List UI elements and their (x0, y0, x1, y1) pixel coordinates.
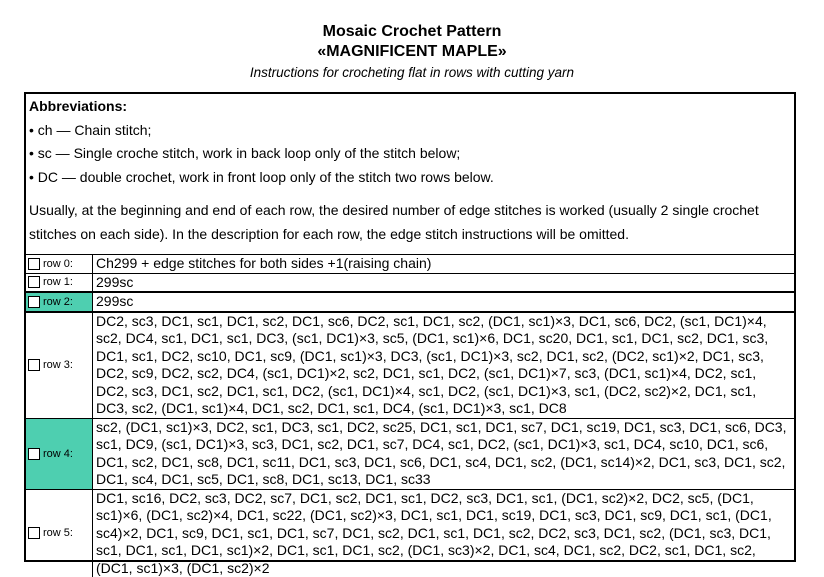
table-row (26, 254, 794, 273)
pattern-title: Mosaic Crochet Pattern (0, 23, 824, 41)
row-checkbox[interactable] (28, 276, 40, 288)
edge-stitch-note: Usually, at the beginning and end of each row, the desired number of edge stitches is worked (usually 2 single crochet stitches on each side). In the description for each row, the edge stitch instructions will be omitted. (26, 199, 794, 246)
table-row (26, 311, 794, 418)
abbreviation-item: • DC — double crochet, work in front loop only of the stitch two rows below. (29, 166, 794, 190)
abbreviation-item: • ch — Chain stitch; (29, 119, 794, 143)
row-label: row 4: (43, 448, 73, 460)
row-checkbox[interactable] (28, 448, 40, 460)
row-instructions: 299sc (93, 293, 794, 311)
row-checkbox[interactable] (28, 359, 40, 371)
row-checkbox[interactable] (28, 527, 40, 539)
row-instructions: Ch299 + edge stitches for both sides +1(raising chain) (93, 255, 794, 273)
table-row (26, 291, 794, 311)
instructions-panel (24, 92, 796, 562)
table-row (26, 273, 794, 292)
table-row (26, 489, 794, 577)
abbreviations-section (26, 94, 794, 189)
pattern-name: «MAGNIFICENT MAPLE» (0, 43, 824, 61)
row-label-cell (26, 255, 93, 273)
row-label: row 1: (43, 276, 73, 288)
row-instructions: DC1, sc16, DC2, sc3, DC2, sc7, DC1, sc2, DC1, sc1, DC2, sc3, DC1, sc1, (DC1, sc2)×2, DC2, sc5, (DC1, sc1)×6, (DC1, sc2)×4, DC1, sc22, (DC1, sc2)×3, DC1, sc1, DC1, sc19, DC1, sc3, DC1, sc9, DC1, sc1, (DC1, sc4)×2, DC1, sc9, DC1, sc1, DC1, sc7, DC1, sc2, DC1, sc1, DC1, sc2, DC2, sc3, DC1, sc2, (DC1, sc3, DC1, sc1, DC1, sc1, DC1, sc1)×2, DC1, sc1, DC1, sc2, (DC1, sc3)×2, DC1, sc4, DC1, sc2, DC2, sc1, DC1, sc2, (DC1, sc1)×3, (DC1, sc2)×2 (93, 490, 794, 577)
row-label-cell (26, 490, 93, 577)
row-label-cell (26, 293, 93, 311)
row-instructions: 299sc (93, 274, 794, 292)
row-label-cell (26, 419, 93, 489)
row-label: row 3: (43, 359, 73, 371)
row-label: row 5: (43, 527, 73, 539)
row-label: row 0: (43, 258, 73, 270)
pattern-subtitle: Instructions for crocheting flat in rows with cutting yarn (0, 65, 824, 80)
row-instructions: DC2, sc3, DC1, sc1, DC1, sc2, DC1, sc6, DC2, sc1, DC1, sc2, (DC1, sc1)×3, DC1, sc6, DC2, (sc1, DC1)×4, sc2, DC4, sc1, DC1, sc1, DC3, (sc1, DC1)×3, sc5, (DC1, sc1)×6, DC1, sc20, DC1, sc1, DC1, sc2, DC1, sc3, DC1, sc1, DC2, sc10, DC1, sc9, (DC1, sc1)×3, DC3, (sc1, DC1)×3, sc2, DC1, sc2, (DC2, sc1)×2, DC1, sc3, DC2, sc9, DC2, sc2, DC4, (sc1, DC1)×2, sc2, DC1, sc1, DC2, (sc1, DC1)×7, sc3, (DC1, sc1)×4, DC2, sc1, DC2, sc3, DC1, sc2, DC1, sc1, DC2, (sc1, DC1)×4, sc1, DC2, (sc1, DC1)×3, sc1, (DC2, sc2)×2, DC1, sc1, DC3, sc2, (DC1, sc1)×4, DC1, sc2, DC1, sc1, DC4, (sc1, DC1)×3, sc1, DC8 (93, 313, 794, 418)
table-row (26, 418, 794, 489)
row-label: row 2: (43, 296, 73, 308)
abbreviations-heading: Abbreviations: (29, 95, 794, 119)
abbreviation-item: • sc — Single croche stitch, work in back loop only of the stitch below; (29, 142, 794, 166)
rows-table (26, 254, 794, 577)
row-checkbox[interactable] (28, 296, 40, 308)
row-instructions: sc2, (DC1, sc1)×3, DC2, sc1, DC3, sc1, DC2, sc25, DC1, sc1, DC1, sc7, DC1, sc19, DC1, sc3, DC1, sc6, DC3, sc1, DC9, (sc1, DC1)×3, sc3, DC1, sc2, DC1, sc7, DC4, sc1, DC2, (sc1, DC1)×3, sc1, DC4, sc10, DC1, sc6, DC1, sc2, DC1, sc8, DC1, sc11, DC1, sc3, DC1, sc6, DC1, sc4, DC1, sc2, (DC1, sc14)×2, DC1, sc3, DC1, sc2, DC1, sc4, DC1, sc5, DC1, sc8, DC1, sc13, DC1, sc33 (93, 419, 794, 489)
row-label-cell (26, 274, 93, 292)
row-checkbox[interactable] (28, 258, 40, 270)
row-label-cell (26, 313, 93, 418)
